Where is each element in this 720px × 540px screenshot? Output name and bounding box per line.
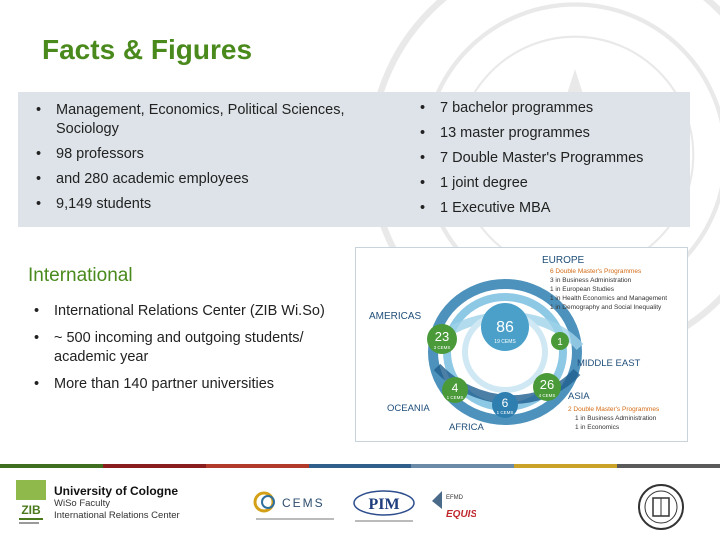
count-europe: 86: [496, 319, 514, 336]
count-oceania: 4: [451, 381, 459, 395]
count-middle-east: 1: [557, 337, 563, 348]
asia-line: 1 in Economics: [575, 424, 620, 431]
footer-institution: [54, 484, 180, 522]
label-asia: ASIA: [568, 391, 590, 402]
list-item: • ~ 500 incoming and outgoing students/ academic year: [28, 329, 358, 367]
faculty-name: WiSo Faculty: [54, 498, 110, 509]
asia-line: 1 in Business Administration: [575, 415, 657, 422]
list-item: • 9,149 students: [30, 195, 350, 214]
list-item: • and 280 academic employees: [30, 170, 350, 189]
facts-right-list: [414, 99, 714, 224]
international-list: [28, 302, 358, 402]
list-item: • 1 joint degree: [414, 174, 714, 193]
asia-line: 2 Double Master's Programmes: [568, 406, 660, 413]
europe-line: 6 Double Master's Programmes: [550, 268, 642, 275]
count-asia-cems: 4 CEMS: [538, 393, 556, 398]
page-title: Facts & Figures: [42, 34, 253, 65]
footer-color-bar: [0, 464, 720, 468]
count-americas-cems: 3 CEMS: [433, 345, 451, 350]
label-americas: AMERICAS: [369, 311, 422, 322]
count-africa: 6: [501, 396, 509, 410]
count-asia: 26: [539, 377, 555, 392]
cems-logo-text: CEMS: [282, 496, 325, 510]
university-name: University of Cologne: [54, 484, 179, 498]
europe-line: 1 in Demography and Social Inequality: [550, 304, 662, 311]
list-item: • 7 Double Master's Programmes: [414, 149, 714, 168]
count-africa-cems: 1 CEMS: [496, 410, 514, 415]
list-item: • 98 professors: [30, 145, 350, 164]
equis-logo: [428, 487, 476, 534]
pim-logo-text: PIM: [368, 496, 400, 513]
list-item: • 13 master programmes: [414, 124, 714, 143]
pim-logo: [349, 487, 419, 534]
international-heading: International: [28, 265, 133, 286]
label-europe: EUROPE: [542, 255, 585, 266]
equis-text: EQUIS: [446, 509, 476, 520]
efmd-text: EFMD: [446, 495, 463, 501]
list-item: • More than 140 partner universities: [28, 375, 358, 394]
center-name: International Relations Center: [54, 510, 180, 521]
zib-logo-text: ZIB: [21, 503, 41, 517]
facts-left-list: [30, 101, 350, 220]
list-item: • International Relations Center (ZIB Wi.So): [28, 302, 358, 321]
count-oceania-cems: 1 CEMS: [446, 395, 464, 400]
count-americas: 23: [434, 329, 450, 344]
cems-logo: [252, 488, 338, 533]
europe-line: 3 in Business Administration: [550, 277, 632, 284]
zib-logo: [14, 478, 48, 528]
count-europe-cems: 19 CEMS: [494, 339, 516, 345]
europe-line: 1 in European Studies: [550, 286, 614, 293]
partner-map: [355, 247, 688, 442]
label-middle-east: MIDDLE EAST: [577, 358, 641, 369]
university-seal: [636, 482, 686, 537]
europe-line: 1 in Health Economics and Management: [550, 295, 668, 302]
list-item: • 1 Executive MBA: [414, 199, 714, 218]
list-item: • Management, Economics, Political Sciences, Sociology: [30, 101, 350, 139]
list-item: • 7 bachelor programmes: [414, 99, 714, 118]
label-oceania: OCEANIA: [387, 403, 430, 414]
label-africa: AFRICA: [449, 422, 484, 433]
